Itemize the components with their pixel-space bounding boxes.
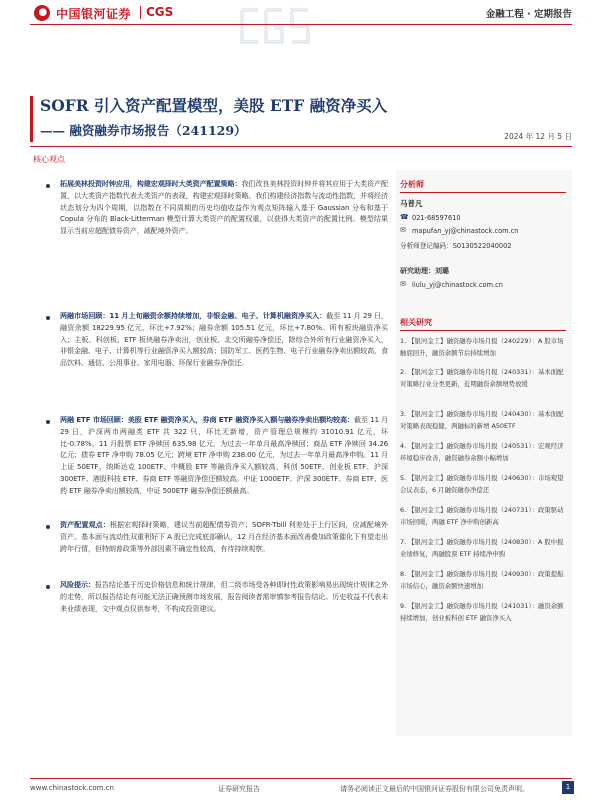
phone-icon: ☎: [400, 213, 409, 221]
paragraph-margin-review: [60, 310, 388, 369]
related-item[interactable]: 9. 【银河金工】融资融券市场月报（241031）：融资余额持续增加，创业板科创 ETF 融资净买入: [400, 602, 564, 622]
email-icon: ✉: [400, 226, 406, 234]
footer-report-type: 证券研究报告: [218, 785, 260, 793]
analyst-phone: 021-68597610: [412, 214, 461, 222]
paragraph-allocation-view: [60, 519, 388, 554]
header-divider: [30, 24, 572, 25]
page-number: 1: [562, 781, 574, 794]
related-heading: 相关研究: [400, 318, 432, 327]
bullet-icon: [46, 525, 50, 529]
footer-disclaimer: 请务必阅读正文最后的中国银河证券股份有限公司免责声明。: [340, 785, 529, 793]
related-item[interactable]: 5. 【银河金工】融资融券市场月报（240630）：市场观望会议表态，6 月融资融券净偿还: [400, 474, 564, 494]
analyst-heading: 分析师: [400, 180, 424, 189]
paragraph-lead: 资产配置观点：: [60, 520, 110, 529]
email-icon: ✉: [400, 280, 406, 288]
analyst-email[interactable]: mapufan_yj@chinastock.com.cn: [412, 227, 519, 235]
assistant-heading: 研究助理：刘璐: [400, 267, 449, 275]
paragraph-lead: 风险提示：: [60, 580, 95, 589]
report-date: 2024 年 12 月 5 日: [504, 132, 572, 141]
report-subtitle: —— 融资融券市场报告（241129）: [40, 123, 247, 138]
related-item[interactable]: 3. 【银河金工】融资融券市场月报（240430）：基本面配对策略表现稳健，两融标的新增 A50ETF: [400, 410, 564, 430]
report-title: SOFR 引入资产配置模型，美股 ETF 融资净买入: [40, 96, 388, 115]
analyst-name: 马普凡: [400, 199, 423, 208]
bullet-icon: [46, 184, 50, 188]
title-divider: [30, 146, 572, 147]
core-views-label: 核心观点: [33, 155, 65, 164]
related-divider: [400, 330, 566, 331]
paragraph-text: 截至 11 月 29 日，沪深两市两融类 ETF 共 322 只，环比无新增，资产管理总规模约 31010.91 亿元，环比-0.78%。11 月股票 ETF 净赎回 635.98 亿元，为过去一年单月最高净赎回；商品 ETF 净赎回 34.26 亿元；债券 ETF 净申购 78.05 亿元；跨境 ETF 净申购 238.00 亿元，为过去一年单月最高净申购。11 月上证 50ETF、纳斯达克 100ETF、中概股 ETF 等融资净买入额较高，科创 50ETF、创业板 ETF、沪深 300ETF、港股科技 ETF、券商 ETF 等融资净偿还额较高。中证 1000ETF、沪深 300ETF、券商 ETF、医药 ETF 融券净卖出额较高，中证 500ETF 融券净偿还额最高。: [60, 415, 388, 495]
related-item[interactable]: 7. 【银河金工】融资融券市场月报（240830）：A 股中报业绩修复，两融股票 ETF 持续净申购: [400, 538, 564, 558]
cgs-watermark-icon: [238, 4, 314, 48]
paragraph-etf-review: [60, 414, 388, 497]
footer-divider: [30, 778, 572, 779]
bullet-icon: [46, 585, 50, 589]
related-item[interactable]: 2. 【银河金工】融资融券市场月报（240331）：基本面配对策略行业分类更新，近期融资余额增势放缓: [400, 368, 564, 388]
assistant-email[interactable]: liulu_yj@chinastock.com.cn: [412, 281, 503, 289]
related-item[interactable]: 1. 【银河金工】融资融券市场月报（240229）：A 股市场触底回升，融资余额节后持续增加: [400, 337, 564, 357]
brand-name: 中国银河证券: [56, 7, 132, 21]
paragraph-risk-warning: [60, 579, 388, 614]
brand-abbrev: CGS: [146, 5, 174, 19]
bullet-icon: [46, 420, 50, 424]
paragraph-macro-timing: [60, 178, 388, 237]
paragraph-text: 我们改良美林投资时钟并将其应用于大类资产配置，以大类资产指数代表大类资产的表现，构建宏观择时策略。我们构建经济指数与流动性指数，并将经济状态划分为四个周期，以指数在不同周期的历史均值收益作为观点矩阵输入基于 Gaussian 分布和基于 Copula 分布的 Black-Litterman 模型计算大类资产的配置权重，以获得大类资产的配置比例。模型结果显示当前应超配债券资产，减配境外资产。: [60, 179, 388, 236]
related-item[interactable]: 4. 【银河金工】融资融券市场月报（240531）：宏观经济环境稳步改善，融资融券余额小幅增加: [400, 442, 564, 462]
report-category: 金融工程 · 定期报告: [485, 9, 572, 20]
bullet-icon: [46, 316, 50, 320]
paragraph-text: 根据宏观择时策略，建议当前超配债券资产；SOFR-Tbill 利差处于上行区间，应减配境外资产。基本面与流动性双重利好下 A 股已完成底部确认，12 月在经济基本面改善叠加政策催化下有望走出跨年行情，但特朗普政策等外部因素不确定性较高，有待持续观察。: [60, 520, 388, 553]
analyst-divider: [400, 192, 566, 193]
paragraph-text: 截至 11 月 29 日，融资余额 18229.95 亿元，环比+7.92%；融券余额 105.51 亿元，环比+7.80%。所有板块融资净买入；主板、科创板、ETF 板块融券净卖出，创业板、北交所融券净偿还，除综合外所有行业融资净买入，非银金融、电子、计算机等行业融资净买入额较高；国防军工、医药生物、电子行业融券净卖出额较高，食品饮料、通信、公用事业、家用电器、环保行业融券净偿还。: [60, 311, 388, 368]
footer-website-link[interactable]: www.chinastock.com.cn: [30, 784, 114, 792]
brand-logo-icon: [34, 5, 50, 21]
paragraph-lead: 两融市场回顾：11 月上旬融资余额持续增加，非银金融、电子、计算机融资净买入：: [60, 311, 327, 320]
title-accent-bar: [30, 96, 33, 142]
brand-divider: [140, 6, 141, 19]
related-item[interactable]: 6. 【银河金工】融资融券市场月报（240731）：政策驱动市场回暖，两融 ETF 净申购创新高: [400, 506, 564, 526]
related-item[interactable]: 8. 【银河金工】融资融券市场月报（240930）：政策提振市场信心，融资余额快速增加: [400, 570, 564, 590]
analyst-cert: 分析师登记编码：S0130522040002: [400, 242, 512, 250]
paragraph-text: 报告结论基于历史价格信息和统计规律，但二级市场受各种即时性政策影响易出现统计规律之外的走势，所以报告结论有可能无法正确预测市场发展，报告阅读者需审慎参考报告结论。历史收益不代表未来业绩表现，文中观点仅供参考，不构成投资建议。: [60, 580, 388, 613]
paragraph-lead: 两融 ETF 市场回顾：美股 ETF 融资净买入，券商 ETF 融资净买入额与融券净卖出额均较高：: [60, 415, 354, 424]
paragraph-lead: 拓展美林投资时钟应用，构建宏观择时大类资产配置策略：: [60, 179, 242, 188]
